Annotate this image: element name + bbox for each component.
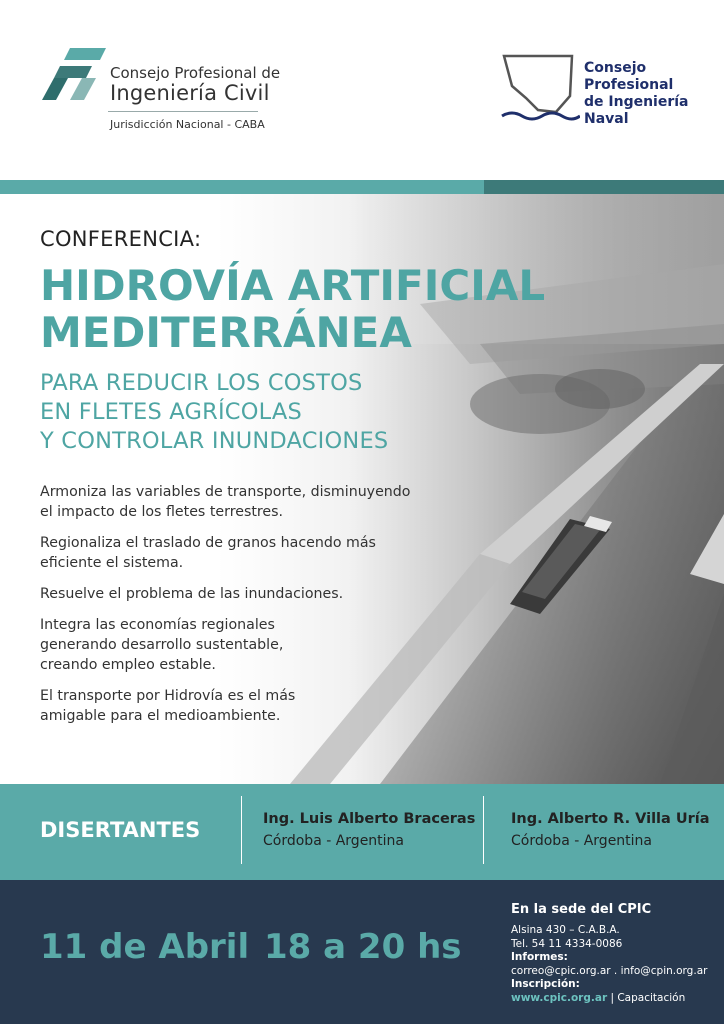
benefit-item: Integra las economías regionales generando desarrollo sustentable, creando empleo estable. (40, 617, 284, 673)
event-date: 11 de Abril (40, 927, 250, 967)
venue-title: En la sede del CPIC (511, 902, 652, 917)
header-bar-teal (0, 180, 484, 194)
conference-title (40, 262, 545, 356)
header-bar-dark (484, 180, 724, 194)
benefit-item: Resuelve el problema de las inundaciones. (40, 586, 344, 602)
registration-line (511, 992, 707, 1006)
informes-label: Informes: (511, 951, 568, 963)
speaker-1-place: Córdoba - Argentina (263, 833, 405, 849)
cpic-jurisdiction: Jurisdicción Nacional - CABA (110, 118, 265, 131)
title-line-2: MEDITERRÁNEA (40, 308, 412, 357)
cpic-name-line2: Ingeniería Civil (110, 81, 270, 105)
subtitle-line-2: EN FLETES AGRÍCOLAS (40, 399, 302, 425)
cpin-name-line2: Profesional (584, 77, 674, 93)
subtitle-line-1: PARA REDUCIR LOS COSTOS (40, 370, 363, 396)
benefit-item: Regionaliza el traslado de granos hacendo más eficiente el sistema. (40, 535, 376, 571)
cpin-logo-icon (500, 52, 580, 126)
speaker-2-place: Córdoba - Argentina (511, 833, 653, 849)
cpic-name-line1: Consejo Profesional de (110, 64, 281, 82)
conference-label: CONFERENCIA: (40, 227, 202, 251)
cpin-name (584, 60, 689, 128)
event-time: 18 a 20 hs (264, 927, 462, 967)
speaker-2-name: Ing. Alberto R. Villa Uría (511, 811, 710, 827)
benefit-item: Armoniza las variables de transporte, disminuyendo el impacto de los fletes terrestres. (40, 484, 411, 520)
benefit-item: El transporte por Hidrovía es el más amigable para el medioambiente. (40, 688, 296, 724)
conference-subtitle (40, 369, 388, 456)
subtitle-line-3: Y CONTROLAR INUNDACIONES (40, 428, 389, 454)
registration-section: | Capacitación (607, 991, 686, 1004)
cpin-name-line3: de Ingeniería (584, 94, 689, 110)
contact-info (511, 924, 707, 1005)
benefits-list (40, 482, 440, 737)
website-link[interactable]: www.cpic.org.ar (511, 991, 608, 1004)
speakers-label: DISERTANTES (40, 818, 201, 842)
cpic-divider (108, 111, 258, 112)
venue-address: Alsina 430 – C.A.B.A. (511, 924, 620, 936)
cpin-name-line1: Consejo (584, 60, 647, 76)
speaker-divider (483, 796, 484, 864)
inscripcion-label: Inscripción: (511, 978, 580, 990)
speaker-divider (241, 796, 242, 864)
cpic-logo-icon (40, 46, 106, 102)
venue-phone: Tel. 54 11 4334-0086 (511, 937, 623, 950)
speaker-1-name: Ing. Luis Alberto Braceras (263, 811, 476, 827)
contact-emails[interactable]: correo@cpic.org.ar . info@cpin.org.ar (511, 964, 708, 977)
title-line-1: HIDROVÍA ARTIFICIAL (40, 261, 546, 310)
cpin-name-line4: Naval (584, 111, 629, 127)
